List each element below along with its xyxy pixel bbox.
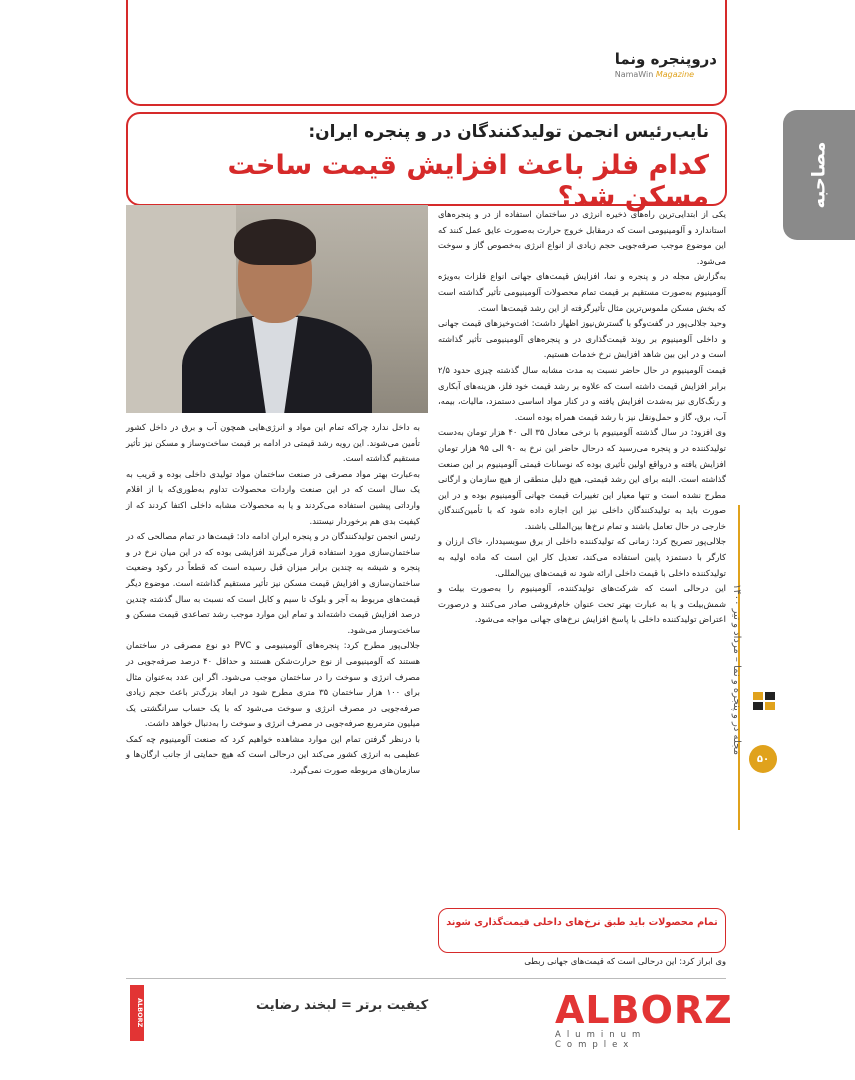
- page-number: ۵۰: [749, 745, 777, 773]
- paragraph: قیمت آلومینیوم در حال حاضر نسبت به مدت مشابه سال گذشته چیزی حدود ۲/۵ برابر افزایش قیمت داشته است که علاوه بر رشد قیمت خود فلز، هزینه‌های آبکاری و رنگ‌کاری نیز به‌شدت افزایش یافته و در کنار مواد اساسی دستمزد، مالیات، بیمه، آب، برق، گاز و حمل‌ونقل نیز با رشد قیمت همراه بوده است.: [438, 364, 726, 422]
- paragraph: جلالی‌پور تصریح کرد: زمانی که تولیدکننده داخلی از برق سوبسیددار، خاک ارزان و کارگر با دستمزد پایین استفاده می‌کند، تعدیل کار این است که ماده اولیه به تولیدکننده داخلی با قیمت داخلی ارائه شود نه قیمت‌های بین‌المللی.: [438, 536, 726, 578]
- paragraph: وحید جلالی‌پور در گفت‌وگو با گسترش‌نیوز اظهار داشت: افت‌وخیزهای قیمت جهانی و داخلی آلومینیوم بر روند قیمت‌گذاری در و پنجره‌های آلومینیومی تأثیر گذاشته است و در این بین شاهد افزایش نرخ خدمات هستیم.: [438, 318, 726, 360]
- paragraph: یکی از ابتدایی‌ترین راه‌های ذخیره انرژی در ساختمان استفاده از در و پنجره‌های استاندارد و آلومینیومی است که درمقابل خروج حرارت به‌صورت عایق عمل کنند که این موضوع موجب صرفه‌جویی حجم زیادی از انواع انرژی به‌خصوص گاز و سوخت می‌شود.: [438, 209, 726, 266]
- alborz-ad-logo: [555, 988, 733, 1050]
- logo-text: دروپنجره ونما: [614, 50, 717, 68]
- title-box: [126, 112, 727, 212]
- ad-subtitle: Aluminum Complex: [555, 1030, 647, 1050]
- paragraph: رئیس انجمن تولیدکنندگان در و پنجره ایران ادامه داد: قیمت‌ها در تمام مصالحی که در ساختمان‌سازی مورد استفاده قرار می‌گیرند افزایشی بوده که در این میان نرخ در و پنجره و شیشه به چندین برابر میزان قبل رسیده است که قطعاً در رکود وضعیت ساختمان‌سازی و افزایش قیمت مسکن نیز تأثیر مستقیم گذاشته است. موضوع دیگر قیمت‌های مربوط به آجر و بلوک تا سیم و کابل است که نسبت به سال گذشته چندین درصد افزایش قیمت داشته‌اند و تمام این موارد موجب رشد تصاعدی قیمت مسکن و ساخت‌وساز می‌شود.: [126, 531, 420, 635]
- magazine-logo: [615, 50, 717, 79]
- paragraph: این درحالی است که شرکت‌های تولیدکننده، آلومینیوم را به‌صورت بیلت و شمش‌بیلت و یا به عبارت بهتر تحت عنوان خام‌فروشی صادر می‌کنند و درصورت اعتراض تولیدکننده داخلی با پاسخ افزایش نرخ‌های جهانی مواجه می‌شود.: [438, 583, 726, 625]
- issue-text: مجله در و پنجره و نما – مرداد و تیر ۱۴۰۰: [731, 583, 742, 755]
- paragraph: جلالی‌پور مطرح کرد: پنجره‌های آلومینیومی و PVC دو نوع مصرفی در ساختمان هستند که آلومینیومی از نوع حرارت‌شکن هستند و حداقل ۴۰ درصد صرفه‌جویی در مصرف انرژی و سوخت را در ساختمان موجب می‌شود. اگر این عدد به‌عنوان مثال برای ۱۰۰ هزار ساختمان ۳۵ متری مطرح شود در ابعاد بزرگ‌تر باعث حجم زیادی صرفه‌جویی در مصرف انرژی و سوخت می‌شود که با یک حساب سرانگشتی یک میلیون مترمربع صرفه‌جویی در مصرف انرژی و سوخت را به‌دنبال خواهد داشت.: [126, 640, 420, 729]
- interviewee-photo: [126, 205, 428, 413]
- article-column-left: [126, 420, 420, 779]
- article-kicker: نایب‌رئیس انجمن تولیدکنندگان در و پنجره ایران:: [308, 122, 709, 142]
- logo-subtitle: [615, 70, 717, 79]
- paragraph: به‌گزارش مجله در و پنجره و نما، افزایش قیمت‌های جهانی انواع فلزات به‌ویژه آلومینیوم به‌صورت مستقیم بر قیمت تمام محصولات آلومینیومی تأثیر گذاشته است که بخش مسکن ملموس‌ترین مثال تأثیرگرفته از این رشد قیمت‌ها است.: [438, 271, 726, 313]
- ad-brand: ALBORZ: [555, 988, 733, 1032]
- paragraph: با درنظر گرفتن تمام این موارد مشاهده خواهیم کرد که صنعت آلومینیوم چه کمک عظیمی به انرژی کشور می‌کند این درحالی است که هیچ حمایتی از جانب ارگان‌ها و سازمان‌های مربوطه صورت نمی‌گیرد.: [126, 733, 420, 776]
- pull-quote: تمام محصولات باید طبق نرخ‌های داخلی قیمت‌گذاری شوند: [438, 908, 726, 953]
- article-headline: کدام فلز باعث افزایش قیمت ساخت مسکن شد؟: [227, 150, 709, 212]
- logo-sub-prefix: NamaWin: [614, 70, 654, 79]
- section-tab: [783, 110, 855, 240]
- article-column-right: [438, 207, 726, 628]
- paragraph: وی افزود: در سال گذشته آلومینیوم با نرخی معادل ۳۵ الی ۴۰ هزار تومان به‌دست تولیدکننده در و پنجره می‌رسید که درحال حاضر این نرخ به ۹۰ الی ۹۵ هزار تومان افزایش یافته و درواقع اولین تأثیری بوده که نوسانات قیمتی آلومینیوم بر این صنعت گذاشته است. البته برای این رشد قیمتی، هیچ دلیل منطقی از هیچ سازمان و ارگانی مطرح نشده است و تنها معیار این تغییرات قیمت جهانی آلومینیوم بوده و در این صورت باید به تولیدکنندگان داخلی نیز این اجازه داده شود که با تأمین‌کنندگان خارجی در حال تعامل باشند و تمام نرخ‌ها بین‌المللی باشند.: [438, 427, 726, 531]
- header-frame: [126, 0, 727, 106]
- small-brand-mark: ALBORZ: [130, 985, 144, 1041]
- right-column-last-line: وی ابراز کرد: این درحالی است که قیمت‌های جهانی ربطی: [524, 956, 726, 966]
- magazine-mark-icon: [751, 688, 777, 714]
- logo-sub-accent: Magazine: [655, 70, 695, 79]
- photo-hair: [234, 219, 316, 265]
- paragraph: به‌عبارت بهتر مواد مصرفی در صنعت ساختمان مواد تولیدی داخلی بوده و قریب به یک سال است که در این صنعت واردات محصولات تداوم به‌طوری‌که با از اقلام وارداتی پیشین استفاده می‌کردند و یا به محصولات مشابه داخلی اکتفا کردند که از کیفیت بدی هم برخوردار نیستند.: [126, 468, 420, 526]
- section-tab-label: مصاحبه: [808, 141, 830, 209]
- footer-divider: [126, 978, 726, 979]
- ad-slogan: کیفیت برتر = لبخند رضایت: [256, 998, 429, 1013]
- paragraph: به داخل ندارد چراکه تمام این مواد و انرژی‌هایی همچون آب و برق در داخل کشور تأمین می‌شوند. این رویه رشد قیمتی در ادامه بر قیمت ساخت‌وساز و مسکن نیز تأثیر مستقیم گذاشته است.: [126, 422, 420, 464]
